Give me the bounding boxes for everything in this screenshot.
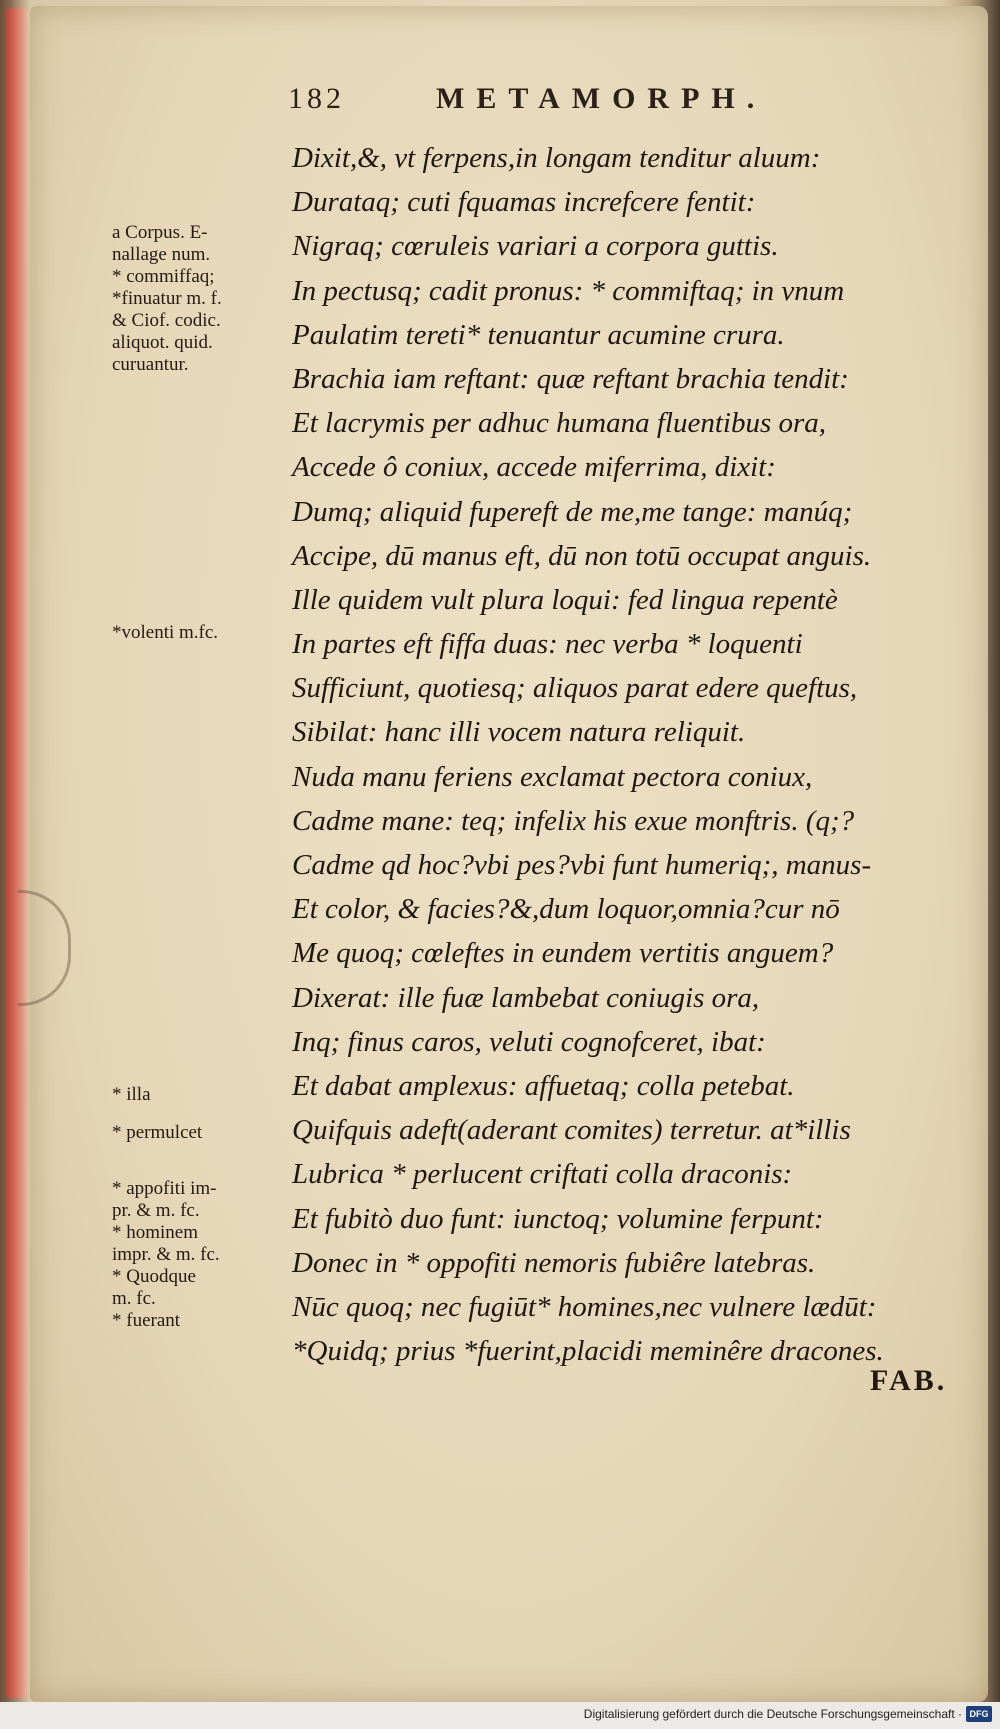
margin-note-line: * illa (112, 1084, 151, 1105)
verse-line: Cadme qd hoc?vbi pes?vbi funt humeriq;, manus- (292, 849, 872, 881)
verse-line: Ille quidem vult plura loqui: fed lingua repentè (292, 583, 838, 616)
margin-note-line: a Corpus. E- (112, 222, 208, 243)
funding-credit: Digitalisierung gefördert durch die Deutsche Forschungsgemeinschaft · (583, 1707, 962, 1721)
verse-line: Sufficiunt, quotiesq; aliquos parat edere queftus, (292, 672, 858, 705)
verse-line: In pectusq; cadit pronus: * commiftaq; in vnum (292, 274, 845, 307)
verse-line: In partes eft fiffa duas: nec verba * loquenti (292, 628, 803, 661)
verse-line: Inq; finus caros, veluti cognofceret, ibat: (292, 1025, 766, 1058)
verse-line: Nuda manu feriens exclamat pectora coniux, (292, 760, 813, 793)
margin-note-line: nallage num. (112, 244, 211, 265)
margin-note-line: impr. & m. fc. (112, 1244, 220, 1265)
verse-line: Dumq; aliquid fupereft de me,me tange: manúq; (292, 495, 853, 528)
verse-line: Donec in * oppofiti nemoris fubiêre latebras. (292, 1246, 816, 1279)
verse-line: Brachia iam reftant: quæ reftant brachia tendit: (292, 362, 849, 395)
margin-note-corpus (112, 222, 290, 376)
margin-note-line: & Ciof. codic. (112, 310, 221, 331)
verse-line: Dixerat: ille fuæ lambebat coniugis ora, (292, 981, 760, 1014)
margin-note-illa (112, 1084, 290, 1106)
margin-note-line: * permulcet (112, 1122, 203, 1143)
verse-line: Et lacrymis per adhuc humana fluentibus ora, (292, 407, 827, 440)
verse-line: Et fubitò duo funt: iunctoq; volumine ferpunt: (292, 1202, 824, 1235)
margin-note-line: * appofiti im- (112, 1178, 217, 1199)
margin-note-volenti (112, 622, 290, 644)
margin-note-line: * hominem (112, 1222, 199, 1243)
verse-line: Cadme mane: teq; infelix his exue monftris. (q;? (292, 804, 855, 837)
dfg-logo-icon: DFG (966, 1706, 992, 1722)
verse-line: Accipe, dū manus eft, dū non totū occupat anguis. (292, 539, 872, 572)
margin-note-line: * commiffaq; (112, 266, 215, 287)
margin-note-line: pr. & m. fc. (112, 1200, 200, 1221)
margin-note-line: * Quodque (112, 1266, 196, 1287)
margin-note-line: curuantur. (112, 354, 189, 375)
verse-line: Lubrica * perlucent criftati colla draconis: (292, 1158, 793, 1191)
verse-line: Quifquis adeft(aderant comites) terretur. at*illis (292, 1114, 851, 1147)
verse-line: Dixit,&, vt ferpens,in longam tenditur aluum: (292, 142, 821, 174)
verse-line: *Quidq; prius *fuerint,placidi meminêre dracones. (292, 1335, 884, 1368)
running-title: METAMORPH. (436, 82, 767, 115)
verse-line: Et dabat amplexus: affuetaq; colla petebat. (292, 1069, 795, 1102)
verse-block (292, 136, 952, 1373)
margin-note-line: *finuatur m. f. (112, 288, 222, 309)
margin-note-line: * fuerant (112, 1310, 181, 1331)
running-header (288, 82, 928, 122)
margin-note-appositi (112, 1178, 290, 1332)
verse-line: Me quoq; cœleftes in eundem vertitis anguem? (292, 937, 834, 970)
red-page-edge (6, 8, 28, 1698)
verse-line: Et color, & facies?&,dum loquor,omnia?cur nō (292, 893, 840, 926)
verse-line: Accede ô coniux, accede miferrima, dixit: (292, 451, 776, 484)
margin-note-permulcet (112, 1122, 290, 1144)
verse-line: Nūc quoq; nec fugiūt* homines,nec vulnere lædūt: (292, 1290, 877, 1323)
margin-note-line: aliquot. quid. (112, 332, 213, 353)
margin-note-line: m. fc. (112, 1288, 156, 1309)
verse-line: Sibilat: hanc illi vocem natura reliquit. (292, 716, 746, 749)
page-number: 182 (288, 82, 345, 115)
verse-line: Paulatim tereti* tenuantur acumine crura. (292, 318, 785, 351)
catchword: FAB. (870, 1364, 948, 1397)
verse-line: Durataq; cuti fquamas increfcere fentit: (292, 186, 756, 219)
verse-line: Nigraq; cœruleis variari a corpora guttis. (292, 230, 779, 263)
margin-note-line: *volenti m.fc. (112, 622, 219, 643)
